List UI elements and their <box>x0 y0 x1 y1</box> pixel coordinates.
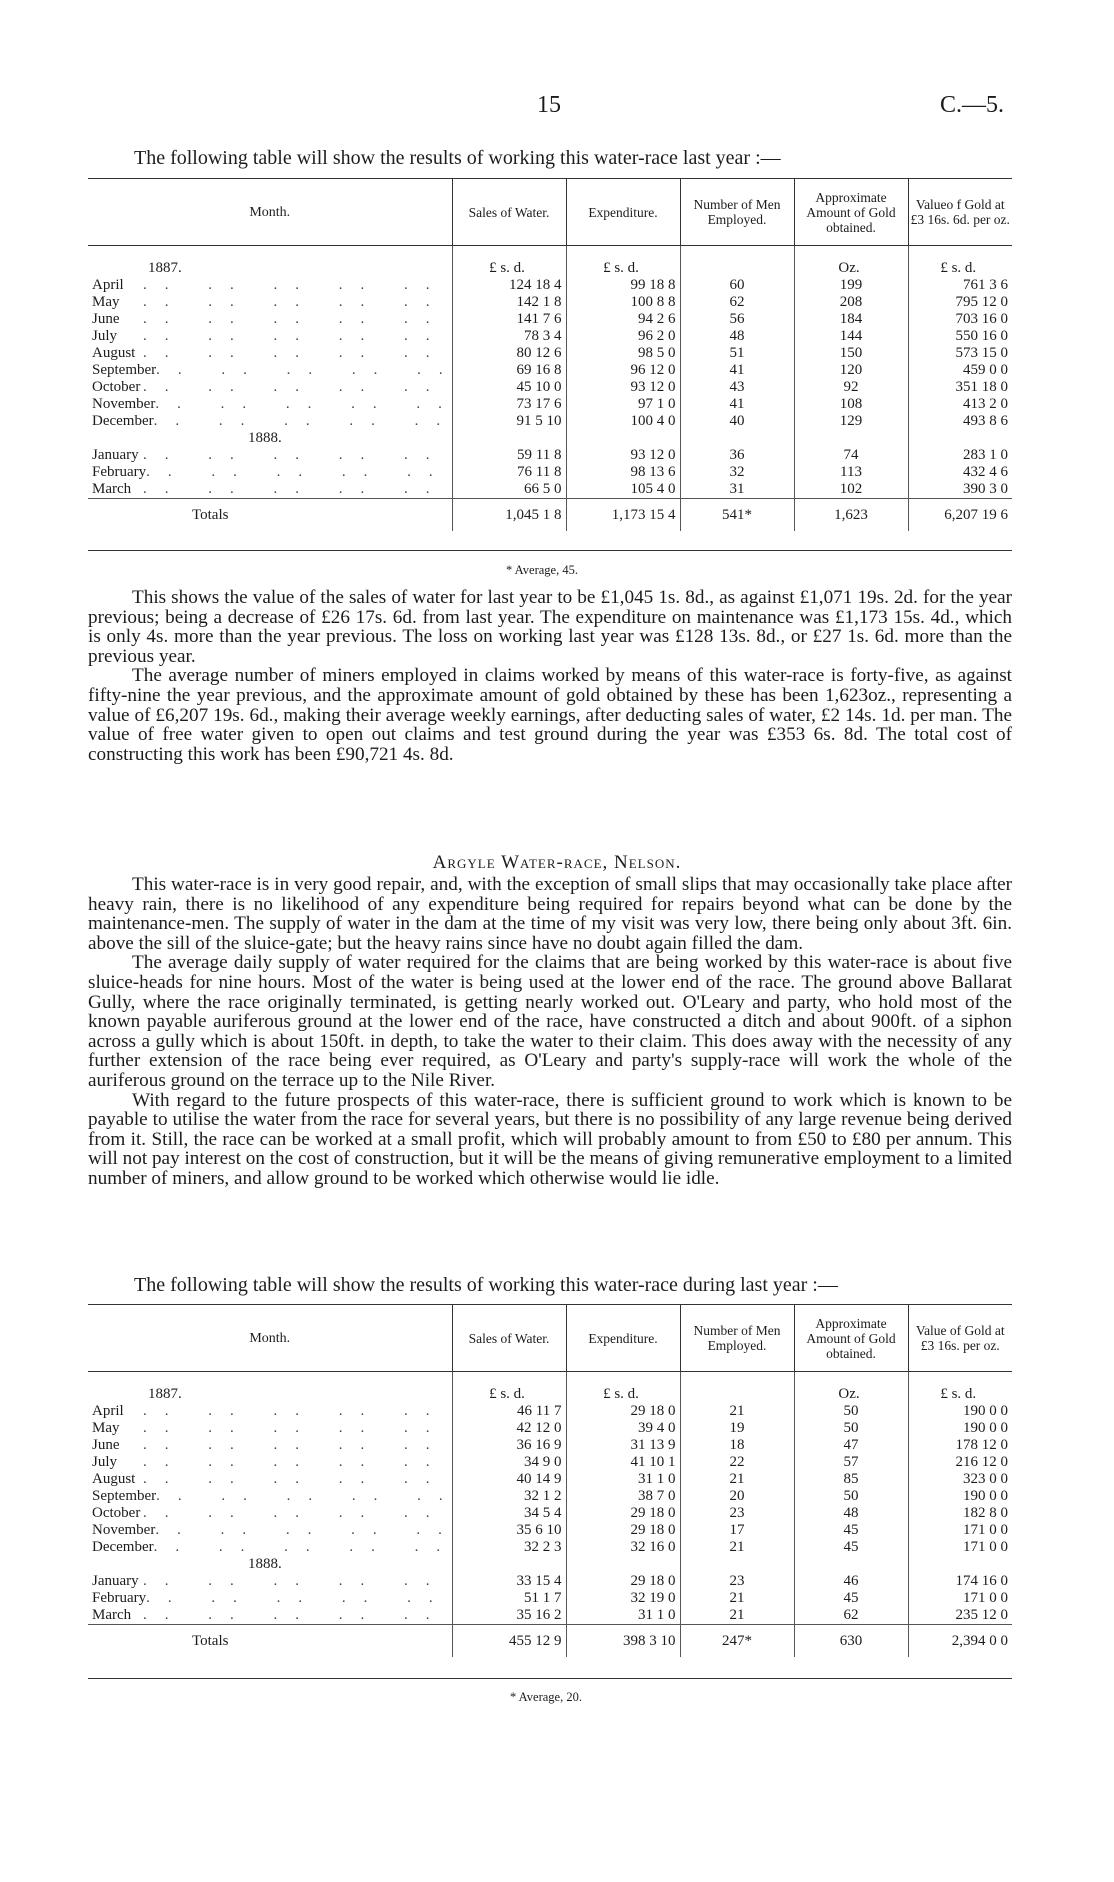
month-name: December <box>92 1539 154 1555</box>
leader-dots: .. .. .. .. .. <box>143 1420 448 1436</box>
leader-dots: .. .. .. .. .. <box>143 1573 448 1589</box>
month-cell <box>88 1437 452 1454</box>
month-cell <box>88 1590 452 1607</box>
month-name: September <box>92 362 157 378</box>
totals-row <box>88 1625 1012 1658</box>
table-row <box>88 413 1012 430</box>
value-cell: 62 <box>794 1607 908 1625</box>
table-row <box>88 396 1012 413</box>
value-cell: 21 <box>680 1539 794 1556</box>
month-cell <box>88 1488 461 1505</box>
value-cell: 33 15 4 <box>452 1573 566 1590</box>
value-cell: 45 10 0 <box>452 379 566 396</box>
value-cell: 59 11 8 <box>452 447 566 464</box>
paragraph: The average number of miners employed in claims worked by means of this water-race is forty-five, as against fifty-nine the year previous, and the approximate amount of gold obtained by these has been 1,623oz., representing a value of £6,207 19s. 6d., making their average weekly earnings, after deducting sales of water, £2 14s. 1d. per man. The value of free water given to open out claims and test ground during the year was £353 6s. 8d. The total cost of constructing this work has been £90,721 4s. 8d. <box>88 665 1012 765</box>
value-cell: 93 12 0 <box>566 379 680 396</box>
month-name: March <box>92 1607 132 1623</box>
column-header: Approximate Amount of Gold obtained. <box>794 179 908 246</box>
value-cell: 105 4 0 <box>566 481 680 499</box>
value-cell: 92 <box>794 379 908 396</box>
value-cell: 113 <box>794 464 908 481</box>
value-cell: 50 <box>794 1403 908 1420</box>
table-row <box>88 328 1012 345</box>
month-cell <box>88 1454 452 1471</box>
value-cell: 31 1 0 <box>566 1607 680 1625</box>
month-name: April <box>92 1403 124 1419</box>
total-value: 247* <box>680 1625 794 1658</box>
month-cell <box>88 277 452 294</box>
value-cell: 235 12 0 <box>908 1607 1012 1625</box>
month-name: July <box>92 1454 118 1470</box>
value-cell: 432 4 6 <box>908 464 1012 481</box>
paragraphs1 <box>88 588 1012 764</box>
total-value: 1,045 1 8 <box>452 499 566 532</box>
month-name: August <box>92 1471 136 1487</box>
value-cell: 190 0 0 <box>908 1420 1012 1437</box>
leader-dots: .. .. .. .. .. <box>155 1522 460 1538</box>
value-cell: 208 <box>794 294 908 311</box>
table2 <box>88 1304 1012 1679</box>
value-cell: 31 <box>680 481 794 499</box>
table-row <box>88 1420 1012 1437</box>
value-cell: 32 1 2 <box>452 1488 566 1505</box>
paragraph: This water-race is in very good repair, and, with the exception of small slips that may occasionally take place after heavy rain, there is no likelihood of any expenditure being required for repairs beyond what can be done by the maintenance-men. The supply of water in the dam at the time of my visit was very low, there being only about 3ft. 6in. above the sill of the sluice-gate; but the heavy rains since have no doubt again filled the dam. <box>88 874 1012 954</box>
month-name: May <box>92 294 120 310</box>
value-cell: 795 12 0 <box>908 294 1012 311</box>
value-cell: 29 18 0 <box>566 1505 680 1522</box>
value-cell: 45 <box>794 1539 908 1556</box>
value-cell: 36 16 9 <box>452 1437 566 1454</box>
value-cell: 57 <box>794 1454 908 1471</box>
year-label: 1887. <box>148 1386 182 1402</box>
leader-dots: .. .. .. .. .. <box>143 1607 448 1623</box>
month-name: August <box>92 345 136 361</box>
value-cell: 98 5 0 <box>566 345 680 362</box>
page-number: 15 <box>537 92 561 118</box>
leader-dots: .. .. .. .. .. <box>143 311 448 327</box>
value-cell: 216 12 0 <box>908 1454 1012 1471</box>
column-header: Expenditure. <box>566 1305 680 1372</box>
value-cell: 178 12 0 <box>908 1437 1012 1454</box>
month-cell <box>88 447 452 464</box>
month-cell <box>88 311 452 328</box>
month-cell <box>88 1522 460 1539</box>
value-cell: 550 16 0 <box>908 328 1012 345</box>
value-cell: 74 <box>794 447 908 464</box>
value-cell: 50 <box>794 1420 908 1437</box>
value-cell: 73 17 6 <box>452 396 566 413</box>
table-row <box>88 1454 1012 1471</box>
value-cell: 20 <box>680 1488 794 1505</box>
month-name: February <box>92 1590 147 1606</box>
column-header: Expenditure. <box>566 179 680 246</box>
value-cell: 23 <box>680 1505 794 1522</box>
month-name: December <box>92 413 154 429</box>
value-cell: 29 18 0 <box>566 1403 680 1420</box>
month-cell <box>88 1420 452 1437</box>
value-cell: 21 <box>680 1590 794 1607</box>
value-cell: 35 6 10 <box>452 1522 566 1539</box>
value-cell: 129 <box>794 413 908 430</box>
paragraph: The average daily supply of water required for the claims that are being worked by this water-race is about five sluice-heads for nine hours. Most of the water is being used at the lower end of the race. The ground above Ballarat Gully, where the race originally terminated, is getting nearly worked out. O'Leary and party, who hold most of the known payable auriferous ground at the lower end of the race, have constructed a ditch and about 900ft. of a siphon across a gully which is about 150ft. in depth, to take the water to their claim. This does away with the necessity of any further extension of the race being ever required, as O'Leary and party's supply-race will work the whole of the auriferous ground on the terrace up to the Nile River. <box>88 952 1012 1091</box>
totals-label: Totals <box>88 1625 452 1658</box>
month-name: November <box>92 1522 156 1538</box>
table-row <box>88 1590 1012 1607</box>
total-value: 6,207 19 6 <box>908 499 1012 532</box>
total-value: 1,173 15 4 <box>566 499 680 532</box>
month-name: March <box>92 481 132 497</box>
month-cell <box>88 464 452 481</box>
value-cell: 66 5 0 <box>452 481 566 499</box>
table-row <box>88 1403 1012 1420</box>
table-row <box>88 481 1012 499</box>
value-cell: 34 9 0 <box>452 1454 566 1471</box>
month-name: May <box>92 1420 120 1436</box>
value-cell: 390 3 0 <box>908 481 1012 499</box>
column-header: Month. <box>88 1305 452 1372</box>
total-value: 2,394 0 0 <box>908 1625 1012 1658</box>
unit-label <box>680 1386 794 1403</box>
table1-intro: The following table will show the results of working this water-race last year :— <box>134 147 781 169</box>
value-cell: 45 <box>794 1522 908 1539</box>
leader-dots: .. .. .. .. .. <box>143 277 448 293</box>
value-cell: 48 <box>794 1505 908 1522</box>
paragraph: This shows the value of the sales of water for last year to be £1,045 1s. 8d., as against £1,071 19s. 2d. for the year previous; being a decrease of £26 17s. 6d. from last year. The expenditure on maintenance was £1,173 15s. 4d., which is only 4s. more than the year previous. The loss on working last year was £128 13s. 8d., or £27 1s. 6d. more than the previous year. <box>88 587 1012 667</box>
month-name: June <box>92 1437 120 1453</box>
value-cell: 32 19 0 <box>566 1590 680 1607</box>
total-value: 455 12 9 <box>452 1625 566 1658</box>
month-cell <box>88 481 452 499</box>
table-row <box>88 1522 1012 1539</box>
table-row <box>88 1437 1012 1454</box>
value-cell: 69 16 8 <box>452 362 566 379</box>
value-cell: 91 5 10 <box>452 413 566 430</box>
table-row <box>88 1471 1012 1488</box>
value-cell: 43 <box>680 379 794 396</box>
value-cell: 96 12 0 <box>566 362 680 379</box>
value-cell: 144 <box>794 328 908 345</box>
table-row <box>88 1573 1012 1590</box>
month-cell <box>88 1573 452 1590</box>
value-cell: 31 13 9 <box>566 1437 680 1454</box>
value-cell: 141 7 6 <box>452 311 566 328</box>
leader-dots: .. .. .. .. .. <box>143 294 448 310</box>
value-cell: 42 12 0 <box>452 1420 566 1437</box>
leader-dots: .. .. .. .. .. <box>143 447 448 463</box>
month-cell <box>88 1607 452 1625</box>
section-heading: Argyle Water-race, Nelson. <box>432 852 682 873</box>
month-cell <box>88 396 460 413</box>
column-header: Valueo f Gold at £3 16s. 6d. per oz. <box>908 179 1012 246</box>
value-cell: 41 10 1 <box>566 1454 680 1471</box>
value-cell: 51 1 7 <box>452 1590 566 1607</box>
value-cell: 323 0 0 <box>908 1471 1012 1488</box>
totals-row <box>88 499 1012 532</box>
leader-dots: .. .. .. .. .. <box>143 1505 448 1521</box>
month-name: February <box>92 464 147 480</box>
table-row <box>88 345 1012 362</box>
leader-dots: .. .. .. .. .. <box>153 413 459 429</box>
leader-dots: .. .. .. .. .. <box>143 345 448 361</box>
value-cell: 351 18 0 <box>908 379 1012 396</box>
column-header: Value of Gold at £3 16s. per oz. <box>908 1305 1012 1372</box>
year-label: 1888. <box>248 1556 282 1572</box>
unit-label <box>680 260 794 277</box>
value-cell: 171 0 0 <box>908 1539 1012 1556</box>
leader-dots: .. .. .. .. .. <box>143 379 448 395</box>
value-cell: 78 3 4 <box>452 328 566 345</box>
value-cell: 182 8 0 <box>908 1505 1012 1522</box>
month-name: June <box>92 311 120 327</box>
leader-dots: .. .. .. .. .. <box>143 1454 448 1470</box>
value-cell: 703 16 0 <box>908 311 1012 328</box>
table-row <box>88 447 1012 464</box>
leader-dots: .. .. .. .. .. <box>143 328 448 344</box>
value-cell: 41 <box>680 362 794 379</box>
value-cell: 21 <box>680 1471 794 1488</box>
unit-label: £ s. d. <box>908 260 1012 277</box>
month-cell <box>88 1403 452 1420</box>
value-cell: 21 <box>680 1403 794 1420</box>
month-cell <box>88 1471 452 1488</box>
leader-dots: .. .. .. .. .. <box>143 481 448 497</box>
value-cell: 46 11 7 <box>452 1403 566 1420</box>
value-cell: 40 <box>680 413 794 430</box>
value-cell: 108 <box>794 396 908 413</box>
month-cell <box>88 345 452 362</box>
month-cell <box>88 379 452 396</box>
leader-dots: .. .. .. .. .. <box>146 464 451 480</box>
column-header: Number of Men Employed. <box>680 179 794 246</box>
value-cell: 171 0 0 <box>908 1522 1012 1539</box>
value-cell: 97 1 0 <box>566 396 680 413</box>
value-cell: 573 15 0 <box>908 345 1012 362</box>
value-cell: 199 <box>794 277 908 294</box>
paragraphs2 <box>88 875 1012 1189</box>
value-cell: 174 16 0 <box>908 1573 1012 1590</box>
value-cell: 190 0 0 <box>908 1403 1012 1420</box>
value-cell: 76 11 8 <box>452 464 566 481</box>
value-cell: 29 18 0 <box>566 1522 680 1539</box>
value-cell: 96 2 0 <box>566 328 680 345</box>
value-cell: 413 2 0 <box>908 396 1012 413</box>
table-row <box>88 1607 1012 1625</box>
value-cell: 184 <box>794 311 908 328</box>
month-name: April <box>92 277 124 293</box>
value-cell: 761 3 6 <box>908 277 1012 294</box>
month-name: September <box>92 1488 157 1504</box>
value-cell: 50 <box>794 1488 908 1505</box>
table-row <box>88 1539 1012 1556</box>
month-name: January <box>92 1573 139 1589</box>
value-cell: 85 <box>794 1471 908 1488</box>
leader-dots: .. .. .. .. .. <box>143 1471 448 1487</box>
value-cell: 171 0 0 <box>908 1590 1012 1607</box>
value-cell: 34 5 4 <box>452 1505 566 1522</box>
total-value: 630 <box>794 1625 908 1658</box>
value-cell: 36 <box>680 447 794 464</box>
value-cell: 120 <box>794 362 908 379</box>
value-cell: 32 16 0 <box>566 1539 680 1556</box>
value-cell: 48 <box>680 328 794 345</box>
paragraph: With regard to the future prospects of this water-race, there is sufficient ground to work which is known to be payable to utilise the water from the race for several years, but there is no possibility of any large revenue being derived from it. Still, the race can be worked at a small profit, which will probably amount to from £50 to £80 per annum. This will not pay interest on the cost of construction, but it will be the means of giving remunerative employment to a limited number of miners, and allow ground to be worked which otherwise would lie idle. <box>88 1089 1012 1189</box>
leader-dots: .. .. .. .. .. <box>143 1403 448 1419</box>
value-cell: 46 <box>794 1573 908 1590</box>
value-cell: 40 14 9 <box>452 1471 566 1488</box>
totals-label: Totals <box>88 499 452 532</box>
leader-dots: .. .. .. .. .. <box>156 1488 461 1504</box>
value-cell: 102 <box>794 481 908 499</box>
total-value: 398 3 10 <box>566 1625 680 1658</box>
value-cell: 56 <box>680 311 794 328</box>
leader-dots: .. .. .. .. .. <box>153 1539 459 1555</box>
unit-label: Oz. <box>794 260 908 277</box>
value-cell: 493 8 6 <box>908 413 1012 430</box>
year-label: 1888. <box>248 430 282 446</box>
value-cell: 100 8 8 <box>566 294 680 311</box>
month-name: October <box>92 379 141 395</box>
month-cell <box>88 362 461 379</box>
month-cell <box>88 294 452 311</box>
year-label: 1887. <box>148 260 182 276</box>
value-cell: 459 0 0 <box>908 362 1012 379</box>
unit-label: Oz. <box>794 1386 908 1403</box>
value-cell: 17 <box>680 1522 794 1539</box>
value-cell: 39 4 0 <box>566 1420 680 1437</box>
value-cell: 98 13 6 <box>566 464 680 481</box>
total-value: 541* <box>680 499 794 532</box>
series-code: C.—5. <box>939 92 1004 118</box>
value-cell: 100 4 0 <box>566 413 680 430</box>
value-cell: 60 <box>680 277 794 294</box>
value-cell: 32 <box>680 464 794 481</box>
table2-intro: The following table will show the results of working this water-race during last year :— <box>134 1274 838 1296</box>
month-cell <box>88 1505 452 1522</box>
column-header: Number of Men Employed. <box>680 1305 794 1372</box>
value-cell: 62 <box>680 294 794 311</box>
value-cell: 190 0 0 <box>908 1488 1012 1505</box>
unit-label: £ s. d. <box>452 260 566 277</box>
leader-dots: .. .. .. .. .. <box>143 1437 448 1453</box>
month-name: November <box>92 396 156 412</box>
table2-footnote: * Average, 20. <box>510 1690 582 1704</box>
value-cell: 23 <box>680 1573 794 1590</box>
value-cell: 94 2 6 <box>566 311 680 328</box>
leader-dots: .. .. .. .. .. <box>156 362 461 378</box>
unit-label: £ s. d. <box>908 1386 1012 1403</box>
table-row <box>88 379 1012 396</box>
table-row <box>88 464 1012 481</box>
value-cell: 51 <box>680 345 794 362</box>
value-cell: 35 16 2 <box>452 1607 566 1625</box>
column-header: Approximate Amount of Gold obtained. <box>794 1305 908 1372</box>
column-header: Sales of Water. <box>452 179 566 246</box>
table-row <box>88 277 1012 294</box>
table1 <box>88 178 1012 551</box>
table-row <box>88 311 1012 328</box>
column-header: Month. <box>88 179 452 246</box>
value-cell: 19 <box>680 1420 794 1437</box>
value-cell: 45 <box>794 1590 908 1607</box>
total-value: 1,623 <box>794 499 908 532</box>
value-cell: 38 7 0 <box>566 1488 680 1505</box>
value-cell: 93 12 0 <box>566 447 680 464</box>
month-name: January <box>92 447 139 463</box>
month-cell <box>88 413 459 430</box>
value-cell: 99 18 8 <box>566 277 680 294</box>
value-cell: 21 <box>680 1607 794 1625</box>
value-cell: 283 1 0 <box>908 447 1012 464</box>
table-row <box>88 1488 1012 1505</box>
value-cell: 41 <box>680 396 794 413</box>
value-cell: 29 18 0 <box>566 1573 680 1590</box>
leader-dots: .. .. .. .. .. <box>146 1590 451 1606</box>
value-cell: 142 1 8 <box>452 294 566 311</box>
leader-dots: .. .. .. .. .. <box>155 396 460 412</box>
value-cell: 47 <box>794 1437 908 1454</box>
value-cell: 124 18 4 <box>452 277 566 294</box>
unit-label: £ s. d. <box>452 1386 566 1403</box>
table-row <box>88 294 1012 311</box>
value-cell: 80 12 6 <box>452 345 566 362</box>
value-cell: 150 <box>794 345 908 362</box>
month-name: October <box>92 1505 141 1521</box>
month-name: July <box>92 328 118 344</box>
column-header: Sales of Water. <box>452 1305 566 1372</box>
value-cell: 18 <box>680 1437 794 1454</box>
value-cell: 31 1 0 <box>566 1471 680 1488</box>
value-cell: 32 2 3 <box>452 1539 566 1556</box>
table-row <box>88 362 1012 379</box>
value-cell: 22 <box>680 1454 794 1471</box>
month-cell <box>88 328 452 345</box>
table-row <box>88 1505 1012 1522</box>
table1-footnote: * Average, 45. <box>506 563 578 577</box>
unit-label: £ s. d. <box>566 1386 680 1403</box>
unit-label: £ s. d. <box>566 260 680 277</box>
month-cell <box>88 1539 459 1556</box>
